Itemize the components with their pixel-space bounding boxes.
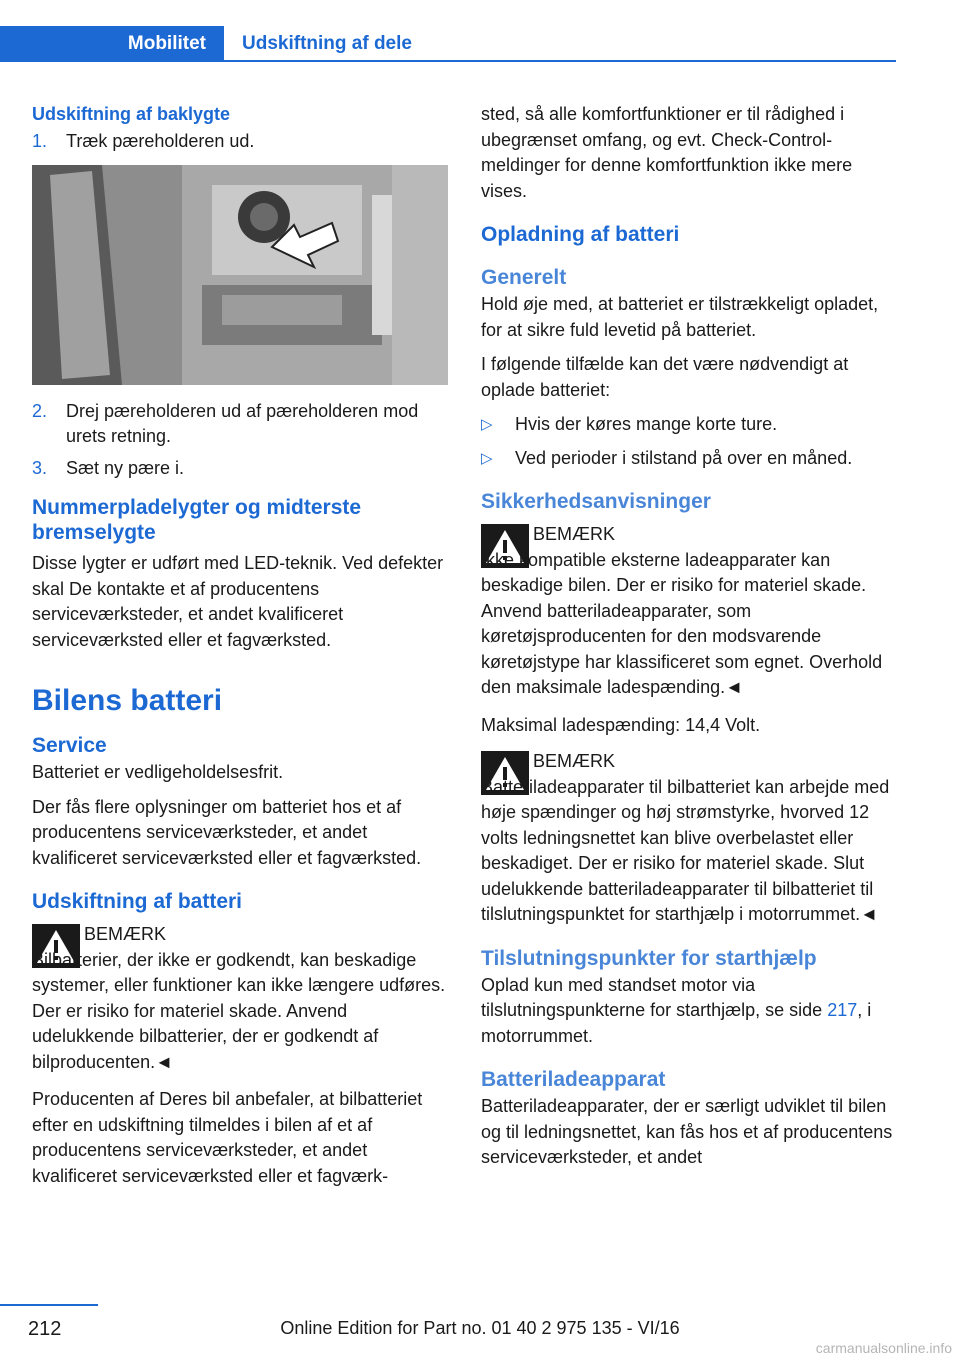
step-3 xyxy=(32,456,450,482)
step-number: 1. xyxy=(32,131,48,151)
paragraph-generelt-2: I følgende tilfælde kan det være nødvendigt at oplade batteriet: xyxy=(481,354,849,400)
warning-text: Batteriladeapparater til bilbatteriet kan arbejde med høje spændinger og høj strømstyrke, hvorved 12 volts ledningsnettet kan blive overbelastet eller beskadiget. Der er risiko for materiel skade. Slut udelukkende batteriladeapparater til bilbatteriet til tilslutningspunktet for starthjælp i motorrummet.◄ xyxy=(481,776,890,924)
heading-udskiftning-batteri: Udskiftning af batteri xyxy=(32,890,243,913)
bullet-text: Ved perioder i stilstand på over en måned. xyxy=(515,447,853,468)
heading-batteriladeapparat: Batteriladeapparat xyxy=(481,1068,666,1091)
warning-text: Ikke kompatible eksterne ladeapparater kan beskadige bilen. Der er risiko for materiel skade. Anvend batteriladeapparater, som køretøjsproducenten for den modsvarende køretøjstype har klassificeret som egnet. Overhold den maksimale ladespænding.◄ xyxy=(481,549,883,697)
heading-sikkerhedsanvisninger: Sikkerhedsanvisninger xyxy=(481,490,711,513)
bullet-item xyxy=(481,412,899,438)
warning-label: BEMÆRK xyxy=(533,751,616,771)
heading-generelt: Generelt xyxy=(481,266,567,289)
tab-section-title[interactable]: Udskiftning af dele xyxy=(224,26,896,62)
warning-label: BEMÆRK xyxy=(533,524,616,544)
paragraph-continued: sted, så alle komfortfunktioner er til rådighed i ubegrænset omfang, og evt. Check-Control-meldinger for denne komfortfunktion ikke mere vises. xyxy=(481,104,853,201)
heading-opladning-batteri: Opladning af batteri xyxy=(481,223,680,246)
step-number: 2. xyxy=(32,400,48,421)
header-divider xyxy=(224,60,896,62)
paragraph-text: Oplad kun med standset motor via tilslutningspunkterne for starthjælp, se side xyxy=(481,974,828,1020)
step-text: Sæt ny pære i. xyxy=(66,457,185,478)
bullet-triangle-icon: ▷ xyxy=(481,449,493,467)
step-number: 3. xyxy=(32,457,48,478)
tail-light-bulb-holder-photo xyxy=(32,165,448,385)
warning-block xyxy=(32,920,450,1075)
warning-label: BEMÆRK xyxy=(84,924,167,944)
page-link-217[interactable]: 217 xyxy=(827,1000,858,1020)
warning-block xyxy=(481,520,899,701)
heading-service: Service xyxy=(32,734,107,757)
paragraph-batteriladeapparat: Batteriladeapparater, der er særligt udviklet til bilen og til ledningsnettet, kan fås hos et af producentens serviceværksteder, et andet xyxy=(481,1096,893,1167)
paragraph-service-1: Batteriet er vedligeholdelsesfrit. xyxy=(32,762,284,782)
step-2 xyxy=(32,399,450,450)
paragraph-nummerpladelygter: Disse lygter er udført med LED-teknik. Ved defekter skal De kontakte et af producentens serviceværksteder, et andet kvalificeret serviceværksted eller et fagværksted. xyxy=(32,553,444,650)
page-number: 212 xyxy=(28,1318,62,1340)
footer-divider xyxy=(0,1304,98,1306)
heading-tilslutningspunkter: Tilslutningspunkter for starthjælp xyxy=(481,946,817,970)
warning-text: Bilbatterier, der ikke er godkendt, kan beskadige systemer, eller funktioner kan ikke længere udføres. Der er risiko for materiel skade. Anvend udelukkende bilbatterier, der er godkendt af bilproducenten.◄ xyxy=(32,949,446,1072)
right-column xyxy=(481,102,899,1180)
bullet-item xyxy=(481,446,899,472)
heading-nummerpladelygter: Nummerpladelygter og midterste bremselygte xyxy=(32,496,362,544)
step-text: Træk pæreholderen ud. xyxy=(66,131,255,151)
bullet-triangle-icon: ▷ xyxy=(481,416,493,433)
paragraph-generelt-1: Hold øje med, at batteriet er tilstrækkeligt opladet, for at sikre fuld levetid på batteriet. xyxy=(481,294,879,340)
paragraph-maksimal-ladespaending: Maksimal ladespænding: 14,4 Volt. xyxy=(481,714,761,735)
tab-chapter-mobilitet[interactable]: Mobilitet xyxy=(0,26,224,62)
heading-udskiftning-baklygte: Udskiftning af baklygte xyxy=(32,104,231,124)
warning-block xyxy=(481,747,899,928)
step-1 xyxy=(32,129,450,155)
paragraph-text: , i motorrummet. xyxy=(481,1000,872,1046)
paragraph-producent: Producenten af Deres bil anbefaler, at bilbatteriet efter en udskiftning tilmeldes i bilen af et af producentens serviceværksteder, et andet kvalificeret serviceværksted eller et fagværk- xyxy=(32,1089,423,1186)
step-text: Drej pæreholderen ud af pæreholderen mod urets retning. xyxy=(66,400,419,446)
watermark: carmanualsonline.info xyxy=(815,1340,952,1356)
bullet-text: Hvis der køres mange korte ture. xyxy=(515,414,778,434)
left-column xyxy=(32,102,450,1198)
heading-bilens-batteri: Bilens batteri xyxy=(32,684,223,717)
paragraph-service-2: Der fås flere oplysninger om batteriet hos et af producentens serviceværksteder, et andet kvalificeret serviceværksted eller et fagværksted. xyxy=(32,796,422,868)
edition-note: Online Edition for Part no. 01 40 2 975 135 - VI/16 xyxy=(280,1318,680,1338)
paragraph-tilslutningspunkter xyxy=(481,973,899,1050)
